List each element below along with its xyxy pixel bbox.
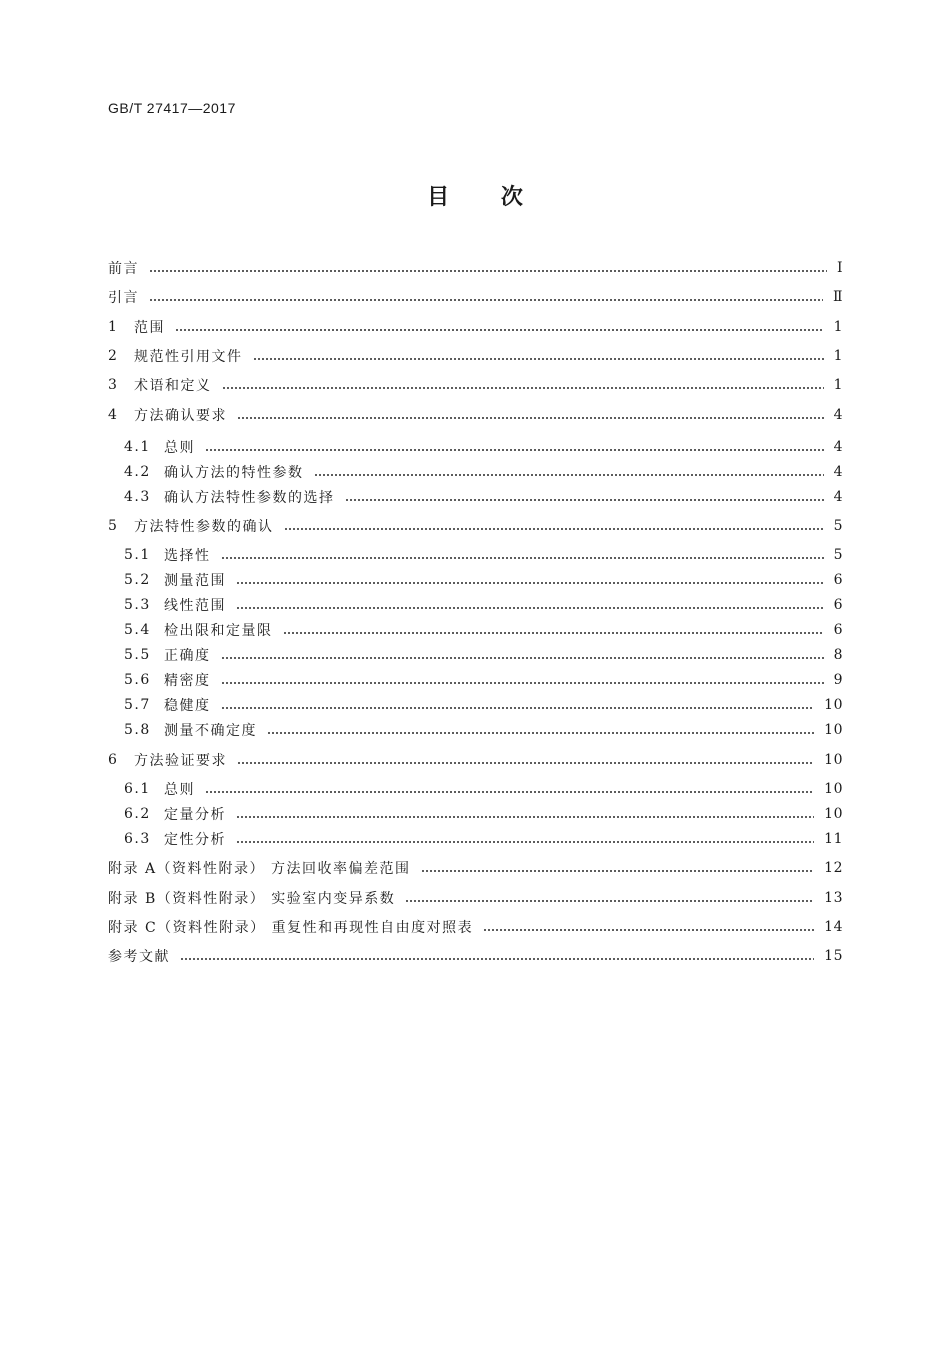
toc-entry[interactable] — [124, 802, 843, 826]
toc-entry-label: 术语和定义 — [134, 378, 212, 394]
toc-entry[interactable] — [124, 593, 843, 617]
toc-entry-label: 定量分析 — [164, 807, 226, 823]
toc-entry[interactable] — [124, 460, 843, 484]
toc-entry-number: 4 — [108, 407, 119, 423]
toc-entry-page: 4 — [833, 439, 843, 455]
toc-entry[interactable] — [124, 777, 843, 801]
toc-entry-page: 5 — [833, 518, 843, 534]
toc-entry-number: 5.5 — [124, 647, 151, 663]
toc-entry-number: 5.3 — [124, 597, 151, 613]
toc-entry-label: 总则 — [164, 440, 195, 456]
toc-entry-page: 6 — [833, 622, 843, 638]
dot-leader — [236, 607, 824, 609]
toc-entry-label: 规范性引用文件 — [134, 349, 243, 365]
toc-entry-number: 3 — [108, 377, 119, 393]
toc-entry-page: 4 — [833, 464, 843, 480]
toc-entry-label: 附录 C（资料性附录） 重复性和再现性自由度对照表 — [108, 920, 474, 936]
toc-entry-number: 5.6 — [124, 672, 151, 688]
toc-entry[interactable] — [124, 693, 843, 717]
toc-entry[interactable] — [124, 718, 843, 742]
toc-entry-label: 确认方法的特性参数 — [164, 465, 304, 481]
toc-entry-page: 8 — [833, 647, 843, 663]
dot-leader — [221, 657, 824, 659]
toc-entry-page: 1 — [833, 319, 843, 335]
toc-entry-page: 5 — [833, 547, 843, 563]
toc-entry[interactable] — [124, 643, 843, 667]
toc-entry-number: 4.1 — [124, 439, 151, 455]
toc-entry-page: 10 — [824, 806, 843, 822]
toc-entry-label: 引言 — [108, 290, 139, 306]
toc-entry-page: 10 — [824, 752, 843, 768]
toc-entry-label: 前言 — [108, 261, 139, 277]
toc-entry-label: 参考文献 — [108, 949, 170, 965]
toc-entry[interactable] — [108, 315, 843, 339]
toc-entry-page: Ⅱ — [832, 289, 843, 305]
toc-entry[interactable] — [124, 668, 843, 692]
toc-entry-label: 总则 — [164, 782, 195, 798]
toc-entry[interactable] — [108, 285, 843, 309]
dot-leader — [405, 900, 814, 902]
toc-entry[interactable] — [108, 886, 843, 910]
toc-entry-page: 10 — [824, 697, 843, 713]
toc-entry-number: 2 — [108, 348, 119, 364]
page-title: 目 次 — [427, 185, 523, 210]
toc-entry-number: 1 — [108, 319, 119, 335]
dot-leader — [222, 387, 824, 389]
dot-leader — [221, 682, 824, 684]
toc-entry-number: 5.2 — [124, 572, 151, 588]
toc-entry-page: 4 — [833, 407, 843, 423]
toc-entry-page: 9 — [833, 672, 843, 688]
toc-entry-page: 6 — [833, 572, 843, 588]
toc-entry-page: 12 — [824, 860, 843, 876]
toc-entry[interactable] — [124, 568, 843, 592]
toc-entry-number: 4.2 — [124, 464, 151, 480]
dot-leader — [284, 528, 824, 530]
dot-leader — [221, 707, 815, 709]
toc-entry[interactable] — [108, 373, 843, 397]
toc-entry-label: 附录 A（资料性附录） 方法回收率偏差范围 — [108, 861, 411, 877]
dot-leader — [236, 582, 824, 584]
toc-entry-number: 5.4 — [124, 622, 151, 638]
toc-entry-label: 选择性 — [164, 548, 211, 564]
toc-entry-page: Ⅰ — [836, 260, 843, 276]
standard-code: GB/T 27417—2017 — [108, 100, 236, 116]
toc-entry-label: 测量不确定度 — [164, 723, 257, 739]
dot-leader — [149, 299, 823, 301]
toc-entry-number: 6.3 — [124, 831, 151, 847]
dot-leader — [345, 499, 824, 501]
toc-entry[interactable] — [108, 915, 843, 939]
toc-entry[interactable] — [124, 543, 843, 567]
toc-entry-number: 5.8 — [124, 722, 151, 738]
toc-entry-label: 线性范围 — [164, 598, 226, 614]
toc-entry-number: 4.3 — [124, 489, 151, 505]
toc-entry-page: 15 — [824, 948, 843, 964]
dot-leader — [283, 632, 824, 634]
toc-entry[interactable] — [124, 485, 843, 509]
toc-entry[interactable] — [124, 827, 843, 851]
dot-leader — [237, 762, 814, 764]
toc-entry-label: 定性分析 — [164, 832, 226, 848]
toc-entry[interactable] — [108, 748, 843, 772]
toc-entry-label: 测量范围 — [164, 573, 226, 589]
toc-entry[interactable] — [108, 514, 843, 538]
dot-leader — [149, 270, 827, 272]
toc-entry-page: 10 — [824, 722, 843, 738]
toc-entry[interactable] — [108, 256, 843, 280]
dot-leader — [180, 958, 814, 960]
toc-entry-label: 正确度 — [164, 648, 211, 664]
dot-leader — [267, 732, 814, 734]
toc-entry[interactable] — [108, 944, 843, 968]
toc-entry-label: 方法确认要求 — [134, 408, 227, 424]
toc-entry-number: 5 — [108, 518, 119, 534]
dot-leader — [236, 841, 814, 843]
toc-entry-page: 6 — [833, 597, 843, 613]
toc-entry-label: 附录 B（资料性附录） 实验室内变异系数 — [108, 891, 396, 907]
toc-entry-label: 稳健度 — [164, 698, 211, 714]
toc-entry-label: 精密度 — [164, 673, 211, 689]
dot-leader — [221, 557, 824, 559]
toc-entry-number: 5.1 — [124, 547, 151, 563]
toc-entry[interactable] — [108, 856, 843, 880]
toc-entry[interactable] — [124, 618, 843, 642]
toc-entry-label: 确认方法特性参数的选择 — [164, 490, 335, 506]
toc-entry-label: 方法特性参数的确认 — [134, 519, 274, 535]
dot-leader — [205, 449, 824, 451]
toc-entry-page: 11 — [824, 831, 843, 847]
toc-entry-page: 10 — [824, 781, 843, 797]
toc-entry-number: 6 — [108, 752, 119, 768]
dot-leader — [205, 791, 814, 793]
toc-entry-number: 6.2 — [124, 806, 151, 822]
dot-leader — [175, 329, 824, 331]
dot-leader — [421, 870, 815, 872]
toc-entry-page: 13 — [824, 890, 843, 906]
toc-entry-page: 1 — [833, 348, 843, 364]
toc-entry-number: 5.7 — [124, 697, 151, 713]
dot-leader — [237, 417, 824, 419]
toc-entry[interactable] — [108, 403, 843, 427]
toc-entry-page: 1 — [833, 377, 843, 393]
toc-entry-label: 范围 — [134, 320, 165, 336]
dot-leader — [314, 474, 824, 476]
toc-entry-label: 方法验证要求 — [134, 753, 227, 769]
dot-leader — [253, 358, 824, 360]
toc-entry[interactable] — [108, 344, 843, 368]
toc-entry-page: 14 — [824, 919, 843, 935]
toc-entry-number: 6.1 — [124, 781, 151, 797]
toc-entry-page: 4 — [833, 489, 843, 505]
toc-entry[interactable] — [124, 435, 843, 459]
dot-leader — [483, 929, 814, 931]
dot-leader — [236, 816, 814, 818]
toc-entry-label: 检出限和定量限 — [164, 623, 273, 639]
